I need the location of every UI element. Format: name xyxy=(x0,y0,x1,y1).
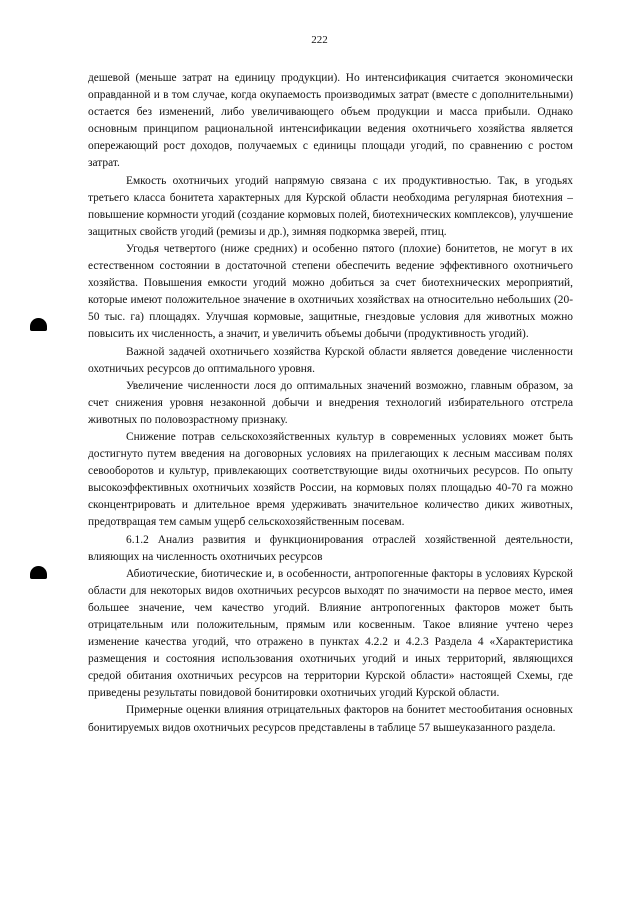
paragraph: Абиотические, биотические и, в особенности, антропогенные факторы в условиях Курской области для некоторых видов охотничьих ресурсов выходят по значимости на первое место, имея большее значение, чем качество угодий. Влияние антропогенных факторов может быть отрицательным или положительным, прямым или косвенным. Такое влияние учтено через изменение качества угодий, что отражено в пунктах 4.2.2 и 4.2.3 Раздела 4 «Характеристика размещения и состояния использования охотничьих угодий и иных территорий, являющихся средой обитания охотничьих ресурсов на территории Курской области» настоящей Схемы, где приведены результаты повидовой бонитировки охотничьих угодий Курской области. xyxy=(88,567,573,700)
punch-hole-mark xyxy=(30,566,47,579)
punch-hole-mark xyxy=(30,318,47,331)
section-heading: 6.1.2 Анализ развития и функционирования отраслей хозяйственной деятельности, влияющих на численность охотничьих ресурсов xyxy=(88,533,573,563)
paragraph: Снижение потрав сельскохозяйственных культур в современных условиях может быть достигнуто путем введения на договорных условиях на прилегающих к лесным массивам полях севооборотов и культур, привлекающих соответствующие виды охотничьих ресурсов. По опыту высокоэффективных охотничьих хозяйств России, на кормовых полях площадью 40-70 га можно сконцентрировать и длительное время удерживать значительное количество диких животных, предотвращая тем самым ущерб сельскохозяйственным посевам. xyxy=(88,430,573,529)
paragraph: Угодья четвертого (ниже средних) и особенно пятого (плохие) бонитетов, не могут в их естественном состоянии в достаточной степени обеспечить ведение эффективного охотничьего хозяйства. Повышения емкости угодий можно добиться за счет биотехнических мероприятий, которые имеют положительное значение в охотничьих хозяйствах на относительно небольших (20-50 тыс. га) площадях. Улучшая кормовые, защитные, гнездовые условия для животных можно повысить их численность, а значит, и увеличить объемы добычи (продуктивность угодий). xyxy=(88,242,573,341)
paragraph: дешевой (меньше затрат на единицу продукции). Но интенсификация считается экономически оправданной и в том случае, когда окупаемость производимых затрат (вместе с дополнительными) остается без изменений, либо увеличивающего объем продукции и масса прибыли. Однако основным принципом рациональной интенсификации ведения охотничьего хозяйства является опережающий рост доходов, получаемых с единицы площади угодий, по сравнению с ростом затрат. xyxy=(88,72,573,170)
paragraph: Важной задачей охотничьего хозяйства Курской области является доведение численности охотничьих ресурсов до оптимального уровня. xyxy=(88,345,573,375)
paragraph: Емкость охотничьих угодий напрямую связана с их продуктивностью. Так, в угодьях третьего класса бонитета характерных для Курской области необходима регулярная биотехния – повышение кормности угодий (создание кормовых полей, биотехнических комплексов), улучшение защитных свойств угодий (ремизы и др.), зимняя подкормка зверей, птиц. xyxy=(88,174,573,238)
paragraph: Примерные оценки влияния отрицательных факторов на бонитет местообитания основных бонитируемых видов охотничьих ресурсов представлены в таблице 57 вышеуказанного раздела. xyxy=(88,704,573,734)
paragraph: Увеличение численности лося до оптимальных значений возможно, главным образом, за счет снижения уровня незаконной добычи и внедрения технологий избирательного отстрела животных по половозрастному признаку. xyxy=(88,379,573,426)
page-number: 222 xyxy=(311,34,328,46)
page-body xyxy=(88,70,573,737)
